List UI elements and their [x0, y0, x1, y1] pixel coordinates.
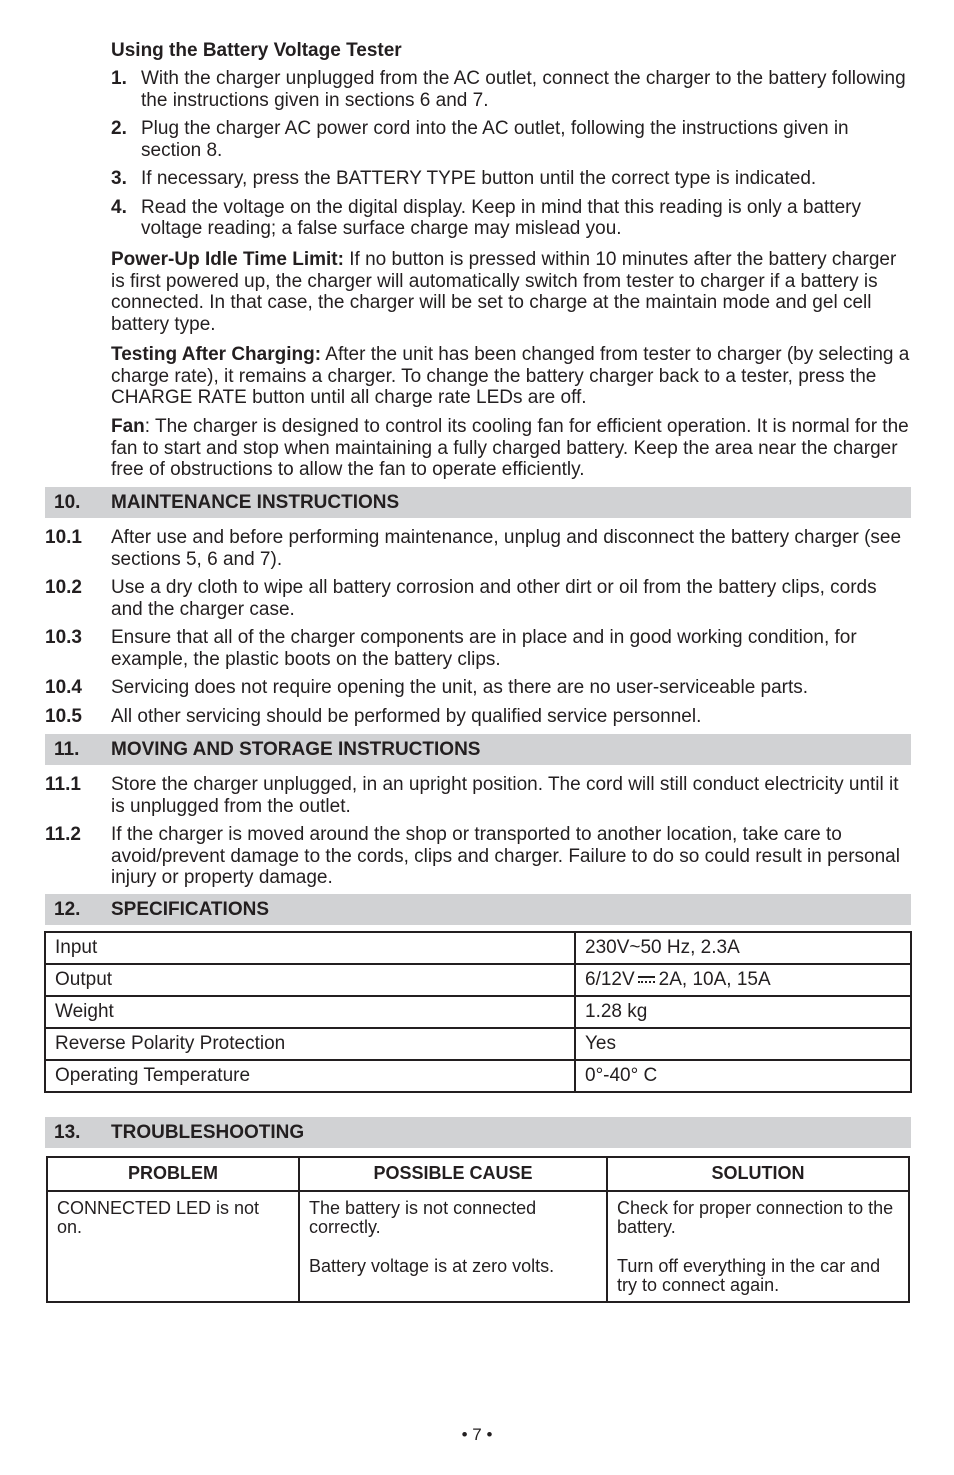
step-number: 1. [111, 68, 127, 89]
item-text: If the charger is moved around the shop or transported to another location, take care to avoid/prevent damage to the cords, clips and charger. Failure to do so could result in personal injury or property damage. [111, 824, 900, 888]
item-number: 10.2 [45, 577, 82, 598]
item-number: 11.1 [45, 774, 81, 795]
section-number: 12. [54, 898, 81, 920]
list-item [111, 68, 911, 111]
column-header-cause: POSSIBLE CAUSE [299, 1157, 607, 1191]
table-row [45, 932, 911, 964]
step-number: 3. [111, 168, 127, 189]
list-item [45, 774, 911, 817]
step-text: Plug the charger AC power cord into the AC outlet, following the instructions given in section 8. [141, 118, 849, 161]
section-header-moving [45, 734, 911, 765]
section-number: 11. [54, 738, 80, 760]
column-header-problem: PROBLEM [47, 1157, 299, 1191]
spec-label: Output [45, 964, 575, 996]
section-title: MOVING AND STORAGE INSTRUCTIONS [111, 738, 481, 760]
section-title: SPECIFICATIONS [111, 898, 269, 920]
section-header-troubleshooting [45, 1117, 911, 1148]
spec-label: Input [45, 932, 575, 964]
fan-text: : The charger is designed to control its cooling fan for efficient operation. It is normal for the fan to start and stop when maintaining a fully charged battery. Keep the area near the charger free of obstructions to allow the fan to operate efficiently. [111, 416, 909, 480]
testing-after-paragraph [111, 344, 911, 409]
solution-text: Check for proper connection to the battery. [617, 1198, 894, 1237]
power-up-text: If no button is pressed within 10 minutes after the battery charger is first powered up, the charger will automatically switch from tester to charger if a battery is connected. In that case, the charger will be set to charge at the maintain mode and gel cell battery type. [111, 249, 897, 335]
list-item [45, 677, 911, 699]
power-up-paragraph [111, 249, 911, 335]
spec-label: Reverse Polarity Protection [45, 1028, 575, 1060]
fan-paragraph [111, 416, 911, 481]
section-header-specifications [45, 894, 911, 925]
problem-cell [47, 1191, 299, 1302]
spec-label: Weight [45, 996, 575, 1028]
spec-value: 0°-40° C [575, 1060, 911, 1092]
section-title: TROUBLESHOOTING [111, 1121, 305, 1143]
item-number: 10.4 [45, 677, 82, 698]
item-text: All other servicing should be performed by qualified service personnel. [111, 705, 702, 727]
step-number: 4. [111, 196, 127, 218]
solution-text: Turn off everything in the car and try to connect again. [617, 1256, 881, 1295]
maintenance-list [45, 527, 911, 734]
spec-value: 230V~50 Hz, 2.3A [575, 932, 911, 964]
cause-text: The battery is not connected correctly. [309, 1198, 537, 1237]
spec-value: Yes [575, 1028, 911, 1060]
step-text: With the charger unplugged from the AC outlet, connect the charger to the battery following the instructions given in sections 6 and 7. [141, 68, 906, 111]
item-number: 11.2 [45, 824, 81, 845]
step-text: If necessary, press the BATTERY TYPE button until the correct type is indicated. [141, 168, 817, 189]
spec-label: Operating Temperature [45, 1060, 575, 1092]
troubleshooting-table [46, 1156, 910, 1303]
step-number: 2. [111, 118, 127, 139]
list-item [45, 824, 911, 889]
item-text: Ensure that all of the charger components are in place and in good working condition, for example, the plastic boots on the battery clips. [111, 627, 857, 670]
item-text: Store the charger unplugged, in an upright position. The cord will still conduct electricity until it is unplugged from the outlet. [111, 774, 899, 817]
step-text: Read the voltage on the digital display. Keep in mind that this reading is only a battery voltage reading; a false surface charge may mislead you. [141, 196, 861, 239]
list-item [111, 168, 911, 190]
spec-value: 1.28 kg [575, 996, 911, 1028]
dc-current-icon [638, 975, 655, 985]
list-item [45, 706, 911, 728]
power-up-label: Power-Up Idle Time Limit: [111, 249, 344, 270]
specifications-table [44, 931, 912, 1093]
table-row [45, 1028, 911, 1060]
problem-text: CONNECTED LED is not on. [57, 1198, 260, 1237]
item-text: Use a dry cloth to wipe all battery corrosion and other dirt or oil from the battery clips, cords and the charger case. [111, 577, 877, 620]
cause-cell [299, 1191, 607, 1302]
section-number: 13. [54, 1121, 81, 1143]
section-header-maintenance [45, 487, 911, 518]
table-row [47, 1191, 909, 1302]
item-text: After use and before performing maintenance, unplug and disconnect the battery charger (see sections 5, 6 and 7). [111, 527, 902, 570]
item-text: Servicing does not require opening the unit, as there are no user-serviceable parts. [111, 677, 809, 698]
fan-label: Fan [111, 416, 145, 437]
column-header-solution: SOLUTION [607, 1157, 909, 1191]
list-item [45, 527, 911, 570]
cause-text: Battery voltage is at zero volts. [309, 1256, 555, 1276]
item-number: 10.1 [45, 527, 82, 548]
spec-value-voltage: 6/12V [585, 969, 635, 991]
table-header-row [47, 1157, 909, 1191]
table-row [45, 964, 911, 996]
section-title: MAINTENANCE INSTRUCTIONS [111, 491, 400, 513]
table-row [45, 996, 911, 1028]
solution-cell [607, 1191, 909, 1302]
testing-after-label: Testing After Charging: [111, 344, 322, 365]
page-number: • 7 • [461, 1425, 493, 1444]
list-item [45, 627, 911, 670]
section-number: 10. [54, 491, 81, 513]
item-number: 10.5 [45, 705, 82, 727]
tester-steps [111, 68, 911, 247]
moving-list [45, 774, 911, 896]
testing-after-text: After the unit has been changed from tester to charger (by selecting a charge rate), it remains a charger. To change the battery charger back to a tester, press the CHARGE RATE button until all charge rate LEDs are off. [111, 344, 910, 408]
list-item [111, 197, 911, 240]
item-number: 10.3 [45, 627, 82, 648]
tester-heading: Using the Battery Voltage Tester [111, 40, 402, 61]
spec-value-current: 2A, 10A, 15A [658, 969, 771, 991]
list-item [45, 577, 911, 620]
table-row [45, 1060, 911, 1092]
spec-value [575, 964, 911, 996]
list-item [111, 118, 911, 161]
